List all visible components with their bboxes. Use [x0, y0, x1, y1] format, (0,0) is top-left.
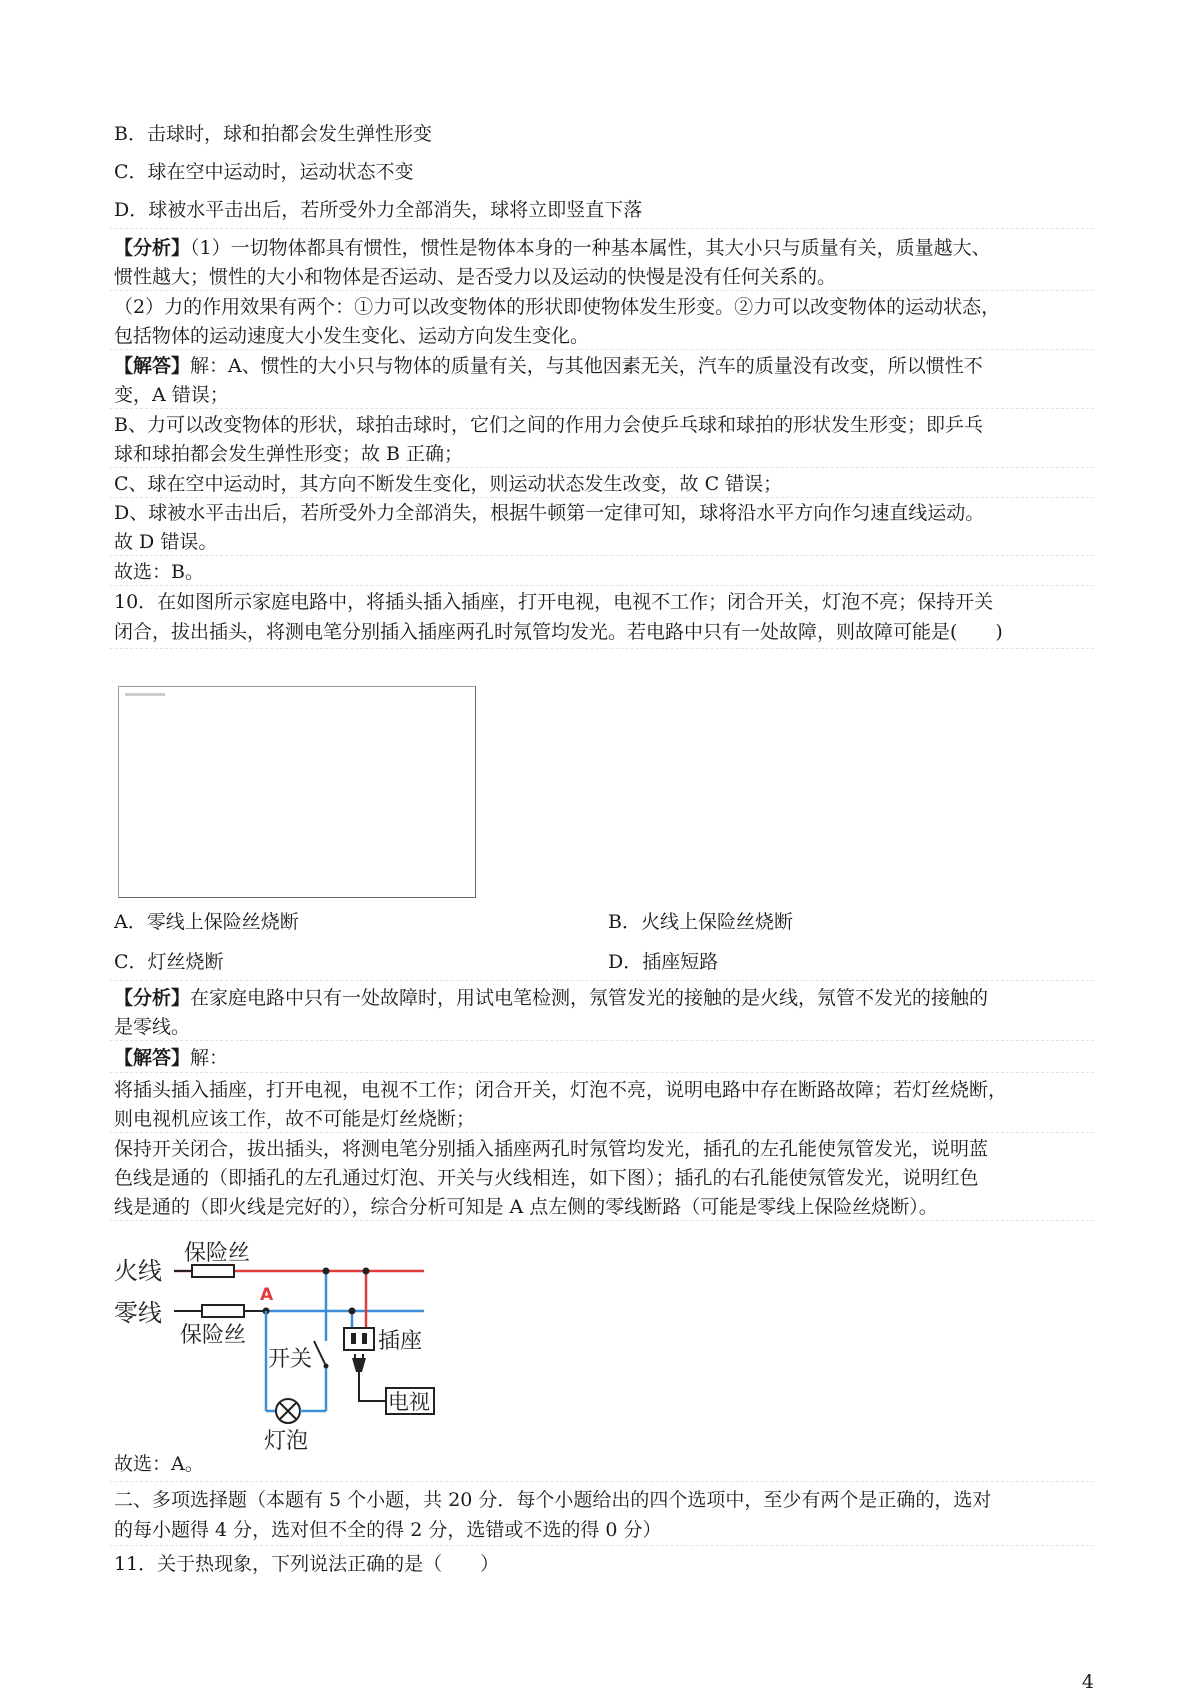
section2-heading-line-1: 二、多项选择题（本题有 5 个小题，共 20 分．每个小题给出的四个选项中，至少有两个是正确的，选对	[114, 1489, 992, 1511]
q9-option-c: C．球在空中运动时，运动状态不变	[114, 161, 414, 183]
q10-stem-line-1: 10．在如图所示家庭电路中，将插头插入插座，打开电视，电视不工作；闭合开关，灯泡不亮；保持开关	[114, 591, 994, 613]
q9-option-d: D．球被水平击出后，若所受外力全部消失，球将立即竖直下落	[114, 199, 643, 221]
circuit-diagram	[114, 1236, 494, 1450]
q10-solution-line-5: 线是通的（即火线是完好的），综合分析可知是 A 点左侧的零线断路（可能是零线上保险丝烧断）。	[114, 1196, 938, 1218]
q10-analysis-line-1: 【分析】在家庭电路中只有一处故障时，用试电笔检测，氖管发光的接触的是火线，氖管不发光的接触的	[114, 987, 989, 1009]
tv-label: 电视	[388, 1390, 430, 1414]
q10-solution-line-2: 则电视机应该工作，故不可能是灯丝烧断；	[114, 1108, 476, 1130]
page-number: 4	[1081, 1671, 1094, 1693]
solution-label: 【解答】	[114, 1047, 191, 1069]
fuse-top-icon	[192, 1265, 234, 1277]
q10-solution-line-1: 将插头插入插座，打开电视，电视不工作；闭合开关，灯泡不亮，说明电路中存在断路故障；若灯丝烧断，	[114, 1079, 1008, 1101]
switch-icon	[314, 1341, 326, 1366]
fuse-bottom-label: 保险丝	[180, 1323, 247, 1348]
fuse-bottom-icon	[202, 1305, 244, 1317]
q9-solution-line-6: D、球被水平击出后，若所受外力全部消失，根据牛顿第一定律可知，球将沿水平方向作匀速直线运动。	[114, 502, 985, 524]
solution-label: 【解答】	[114, 355, 191, 377]
analysis-label: 【分析】	[114, 987, 191, 1009]
q10-option-c: C．灯丝烧断	[114, 951, 224, 973]
point-a-label: A	[260, 1285, 274, 1305]
switch-label: 开关	[268, 1347, 313, 1372]
q9-option-b: B．击球时，球和拍都会发生弹性形变	[114, 123, 432, 145]
q9-analysis-line-1: 【分析】（1）一切物体都具有惯性，惯性是物体本身的一种基本属性，其大小只与质量有关，质量越大、	[114, 237, 991, 259]
q9-solution-line-7: 故 D 错误。	[114, 531, 218, 553]
q9-solution-line-1: 【解答】解：A、惯性的大小只与物体的质量有关，与其他因素无关，汽车的质量没有改变，所以惯性不	[114, 355, 983, 377]
q10-analysis-line-2: 是零线。	[114, 1016, 191, 1038]
fuse-top-label: 保险丝	[184, 1241, 251, 1266]
neutral-wire-label: 零线	[114, 1299, 162, 1327]
q10-option-a: A．零线上保险丝烧断	[114, 911, 299, 933]
q9-answer: 故选：B。	[114, 561, 204, 583]
q10-solution-head: 【解答】解：	[114, 1047, 229, 1069]
q10-stem-line-2: 闭合，拔出插头，将测电笔分别插入插座两孔时氖管均发光。若电路中只有一处故障，则故障可能是( )	[114, 621, 1003, 643]
socket-icon	[344, 1328, 374, 1350]
q9-analysis-line-4: 包括物体的运动速度大小发生变化、运动方向发生变化。	[114, 325, 590, 347]
q10-figure-placeholder	[118, 686, 476, 898]
analysis-label: 【分析】	[114, 237, 191, 259]
q10-answer: 故选：A。	[114, 1453, 204, 1475]
live-wire-label: 火线	[114, 1257, 162, 1285]
q9-solution-line-5: C、球在空中运动时，其方向不断发生变化，则运动状态发生改变，故 C 错误；	[114, 473, 783, 495]
bulb-label: 灯泡	[264, 1429, 309, 1450]
q11-stem: 11．关于热现象，下列说法正确的是（ ）	[114, 1553, 500, 1575]
q9-solution-line-3: B、力可以改变物体的形状，球拍击球时，它们之间的作用力会使乒乓球和球拍的形状发生形变；即乒乓	[114, 414, 983, 436]
q10-solution-line-3: 保持开关闭合，拔出插头，将测电笔分别插入插座两孔时氖管均发光，插孔的左孔能使氖管发光，说明蓝	[114, 1138, 989, 1160]
q9-solution-line-4: 球和球拍都会发生弹性形变；故 B 正确；	[114, 443, 464, 465]
q9-solution-line-2: 变，A 错误；	[114, 384, 229, 406]
q10-option-b: B．火线上保险丝烧断	[608, 911, 793, 933]
plug-icon	[352, 1358, 366, 1372]
q9-analysis-line-2: 惯性越大；惯性的大小和物体是否运动、是否受力以及运动的快慢是没有任何关系的。	[114, 266, 837, 288]
q10-solution-line-4: 色线是通的（即插孔的左孔通过灯泡、开关与火线相连，如下图）；插孔的右孔能使氖管发光，说明红色	[114, 1167, 979, 1189]
q10-option-d: D．插座短路	[608, 951, 719, 973]
q9-analysis-line-3: （2）力的作用效果有两个：①力可以改变物体的形状即使物体发生形变。②力可以改变物体的运动状态，	[114, 296, 1001, 318]
socket-label: 插座	[378, 1329, 423, 1354]
section2-heading-line-2: 的每小题得 4 分，选对但不全的得 2 分，选错或不选的得 0 分）	[114, 1519, 662, 1541]
